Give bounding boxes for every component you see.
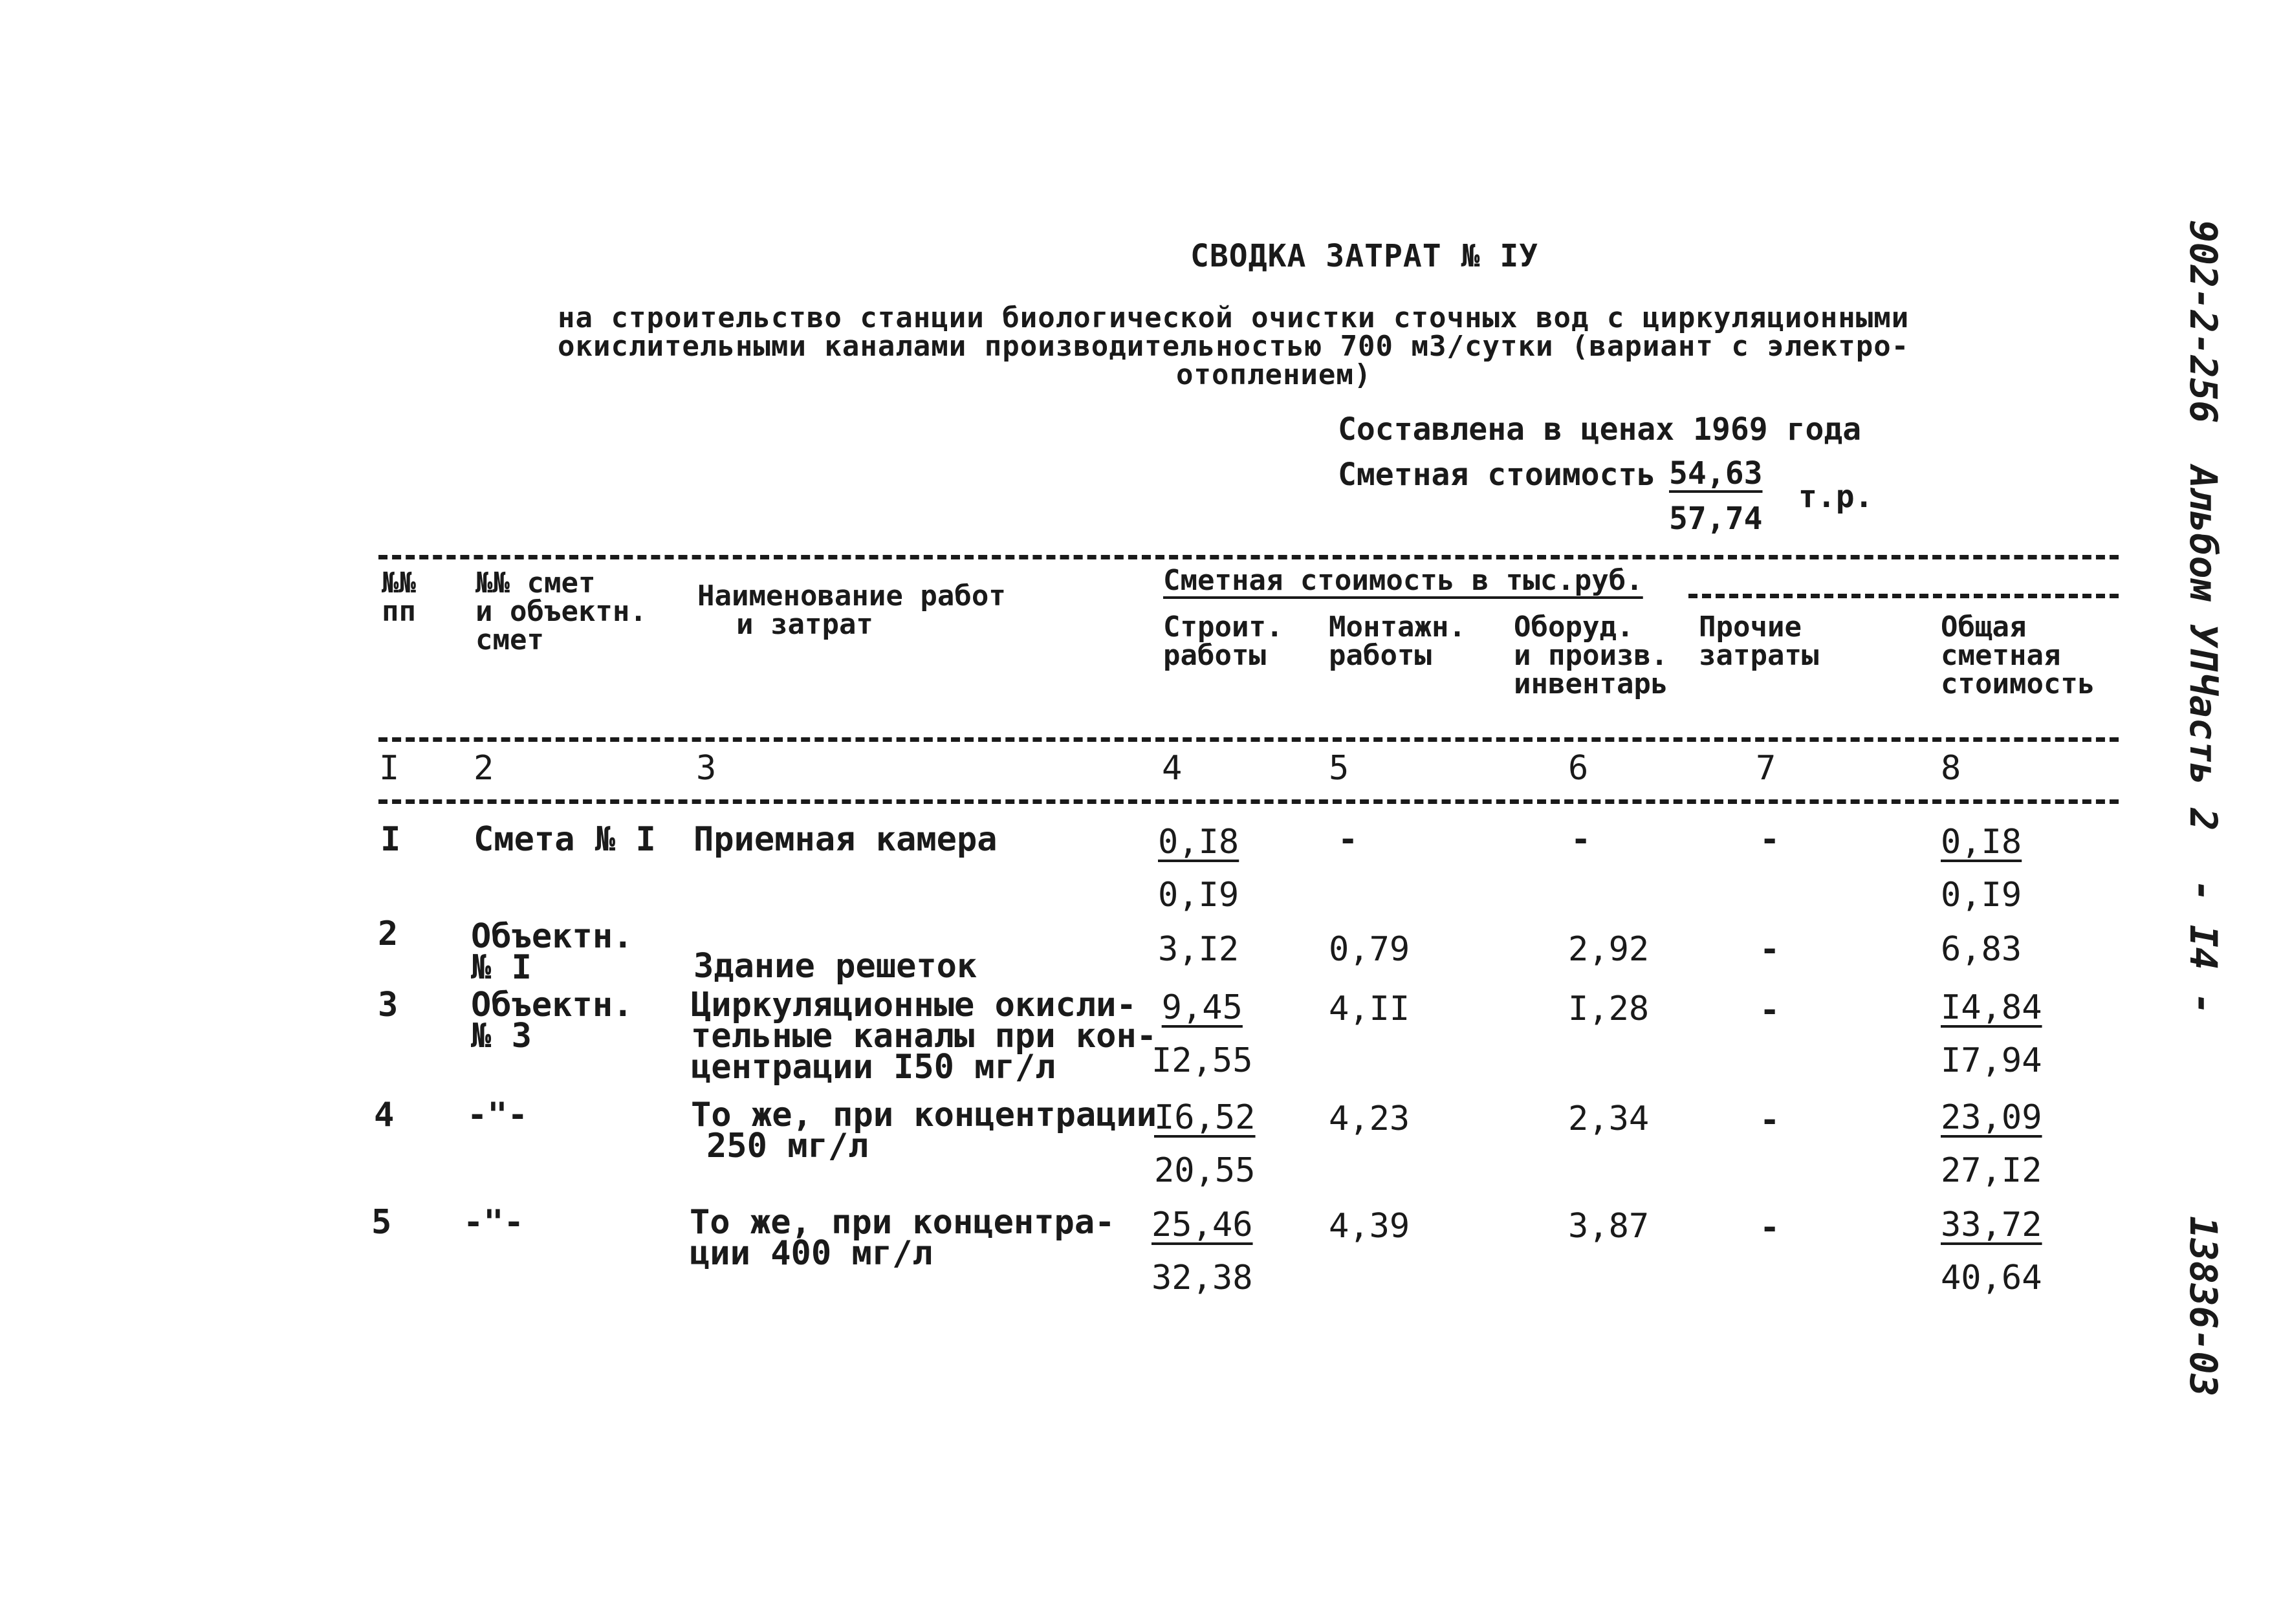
column-number-8: 8: [1941, 749, 1961, 788]
row5-col7: -: [1760, 1208, 1780, 1247]
row2-name: Здание решеток: [693, 947, 977, 986]
row3-col5: 4,II: [1329, 990, 1410, 1028]
row4-number: 4: [374, 1096, 395, 1134]
header-col4: Строит. работы: [1163, 611, 1283, 672]
header-col7: Прочие затраты: [1699, 611, 1819, 672]
prices-note: Составлена в ценах 1969 года: [1338, 411, 1862, 448]
row3-number: 3: [378, 986, 398, 1024]
row5-col8: $\frac{33,72}{40,64}$: [1941, 1206, 2042, 1297]
row2-col8: 6,83: [1941, 930, 2022, 969]
row4-col4: $\frac{I6,52}{20,55}$: [1154, 1098, 1256, 1190]
table-top-rule: [378, 555, 2119, 559]
row1-col8: $\frac{0,I8}{0,I9}$: [1941, 823, 2022, 915]
row3-col4: $\frac{9,45}{I2,55}$: [1151, 988, 1253, 1080]
row2-col4: 3,I2: [1158, 930, 1239, 969]
row4-name: То же, при концентрации 250 мг/л: [691, 1096, 1157, 1165]
row1-estimate: Смета № I: [474, 820, 656, 859]
estimated-cost-unit: т.р.: [1798, 479, 1873, 515]
subtitle-line-1: на строительство станции биологической очистки сточных вод с циркуляционными: [558, 301, 1910, 334]
row2-col6: 2,92: [1568, 930, 1650, 969]
row5-name: То же, при концентра- ции 400 мг/л: [690, 1203, 1115, 1273]
row4-col6: 2,34: [1568, 1099, 1650, 1138]
group-rule: [1688, 594, 2119, 598]
row5-col5: 4,39: [1329, 1207, 1410, 1246]
document-title: СВОДКА ЗАТРАТ № IУ: [1190, 238, 1539, 274]
estimated-cost-label: Сметная стоимость: [1338, 457, 1656, 493]
header-bottom-rule: [378, 737, 2119, 742]
subtitle-line-2: окислительными каналами производительностью 700 м3/сутки (вариант с электро-: [558, 330, 1910, 363]
row3-estimate: Объектн. № 3: [471, 986, 633, 1056]
row5-number: 5: [371, 1203, 392, 1242]
header-col8: Общая сметная стоимость: [1941, 611, 2095, 700]
column-number-1: I: [379, 749, 400, 788]
row3-col6: I,28: [1568, 990, 1650, 1028]
row4-col8: $\frac{23,09}{27,I2}$: [1941, 1098, 2042, 1190]
estimated-cost-top: 54,63: [1669, 455, 1763, 492]
header-group: Сметная стоимость в тыс.руб.: [1163, 564, 1643, 597]
header-col3: Наименование работ и затрат: [697, 579, 1006, 641]
row2-estimate: Объектн. № I: [471, 917, 633, 987]
column-numbers-rule: [378, 799, 2119, 804]
row4-col7: -: [1760, 1101, 1780, 1140]
side-album: Альбом УП: [2181, 466, 2225, 669]
row2-col7: -: [1760, 930, 1780, 969]
row1-number: I: [380, 820, 401, 859]
row5-estimate: -"-: [463, 1203, 524, 1242]
column-number-4: 4: [1162, 749, 1183, 788]
row3-col8: $\frac{I4,84}{I7,94}$: [1941, 988, 2042, 1080]
row3-name: Циркуляционные окисли- тельные каналы при кон- центрации I50 мг/л: [691, 986, 1157, 1087]
side-page: - I4 -: [2181, 880, 2225, 1015]
row3-col7: -: [1760, 991, 1780, 1030]
row5-col4: $\frac{25,46}{32,38}$: [1151, 1206, 1253, 1297]
side-code: 902-2-256: [2181, 220, 2225, 424]
header-col1: №№ пп: [382, 567, 416, 628]
header-col6: Оборуд. и произв. инвентарь: [1514, 611, 1668, 700]
estimated-cost-bottom: 57,74: [1669, 501, 1763, 537]
row1-col5: -: [1338, 820, 1359, 859]
row2-number: 2: [378, 915, 398, 953]
row1-col7: -: [1760, 820, 1780, 859]
row5-col6: 3,87: [1568, 1207, 1650, 1246]
column-number-5: 5: [1329, 749, 1349, 788]
row2-col5: 0,79: [1329, 930, 1410, 969]
column-number-3: 3: [696, 749, 717, 788]
row1-name: Приемная камера: [693, 820, 998, 859]
row1-col6: -: [1571, 820, 1591, 859]
row4-col5: 4,23: [1329, 1099, 1410, 1138]
header-col5: Монтажн. работы: [1329, 611, 1466, 672]
column-number-2: 2: [474, 749, 494, 788]
subtitle-line-3: отоплением): [1176, 358, 1372, 391]
side-doc-number: 13836-03: [2181, 1216, 2225, 1397]
row4-estimate: -"-: [467, 1096, 528, 1134]
column-number-7: 7: [1756, 749, 1776, 788]
column-number-6: 6: [1568, 749, 1589, 788]
header-col2: №№ смет и объектн. смет: [475, 567, 647, 656]
row1-col4: $\frac{0,I8}{0,I9}$: [1158, 823, 1239, 915]
side-part: Часть 2: [2181, 673, 2225, 831]
